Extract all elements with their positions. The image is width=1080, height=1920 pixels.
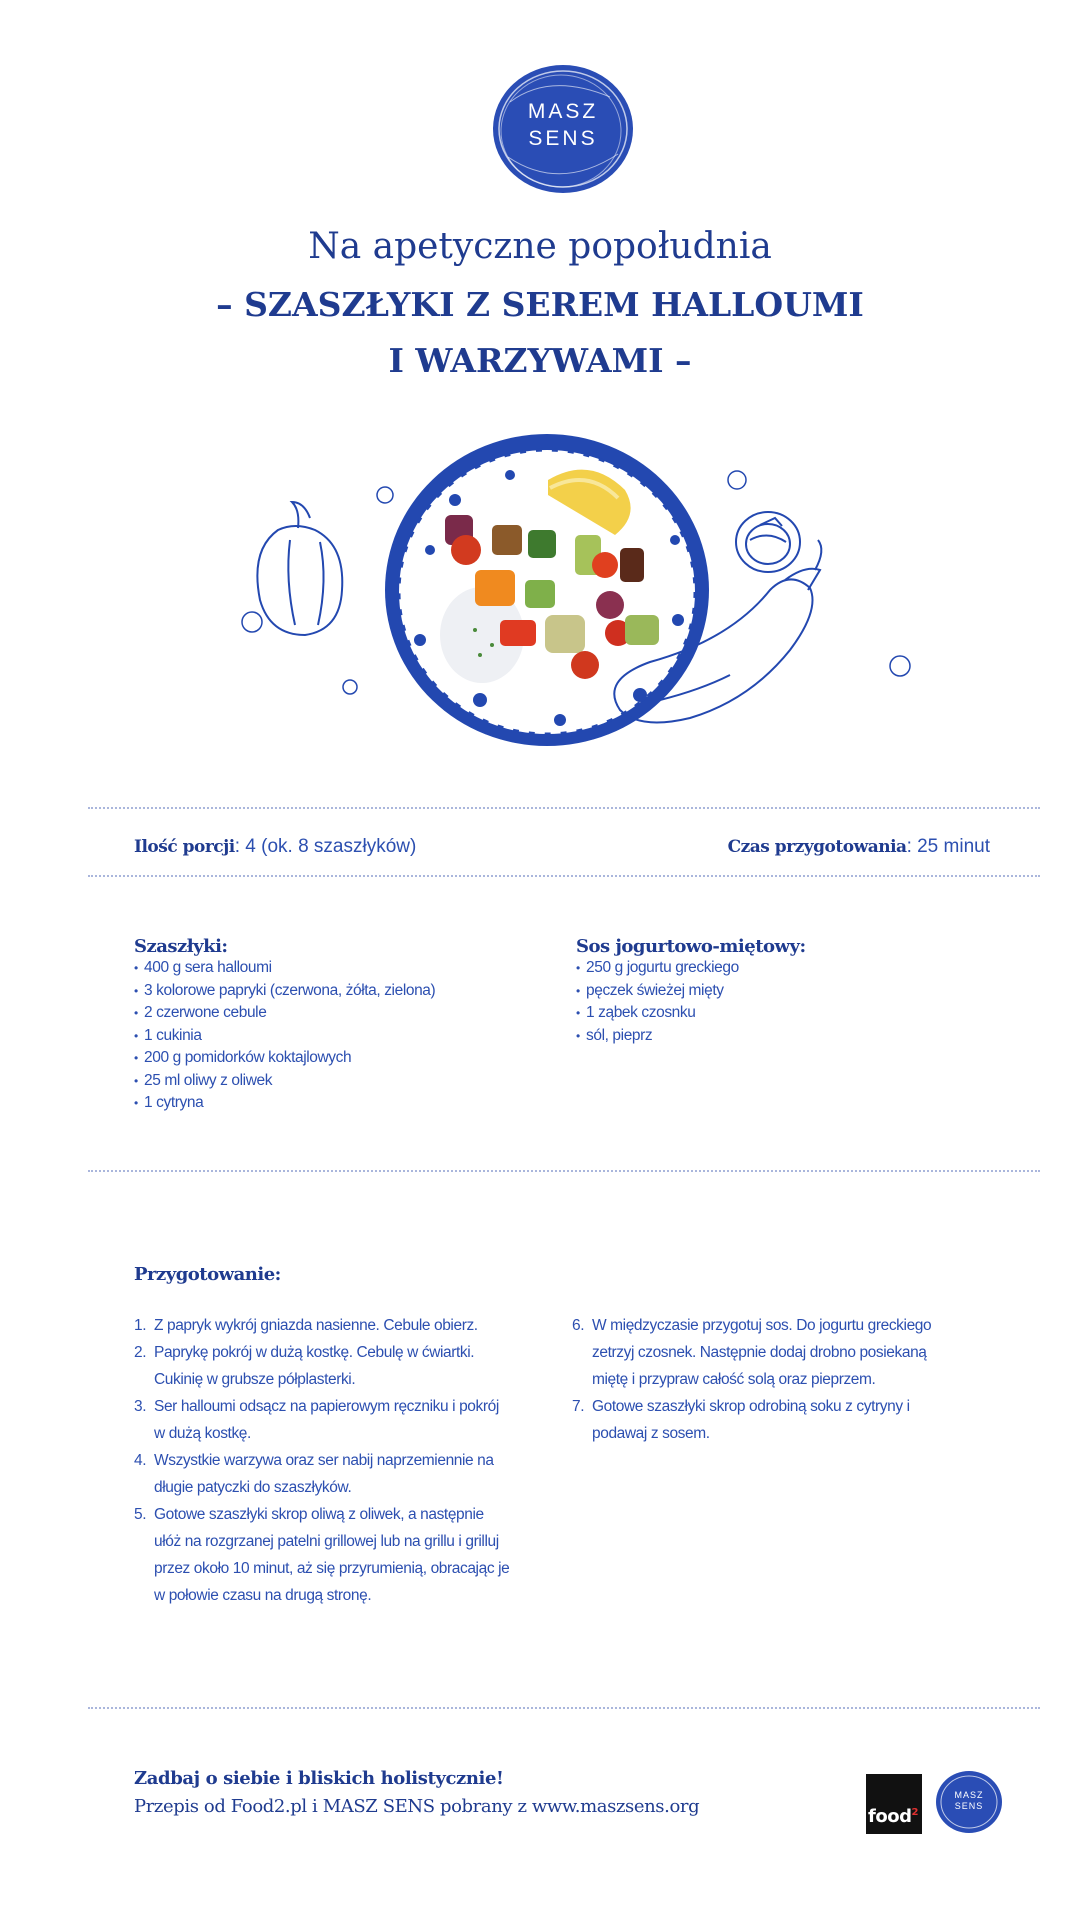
step-text-line: Wszystkie warzywa oraz ser nabij naprzemiennie na — [154, 1452, 494, 1469]
ingredients-skewers-title: Szaszłyki: — [134, 936, 228, 957]
recipe-title-line-2: I WARZYWAMI – — [388, 341, 692, 380]
divider — [88, 807, 1040, 809]
step-text-line: Gotowe szaszłyki skrop oliwą z oliwek, a następnie — [154, 1506, 484, 1523]
divider — [88, 1707, 1040, 1709]
recipe-title-line-1: – SZASZŁYKI Z SEREM HALLOUMI — [216, 285, 864, 324]
prep-time-info — [728, 836, 990, 858]
logo-line-1: MASZ — [527, 100, 599, 123]
step-text-line: w połowie czasu na drugą stronę. — [154, 1587, 372, 1604]
step-number: 6. — [572, 1317, 585, 1334]
step-number: 2. — [134, 1344, 147, 1361]
step-text-line: ułóż na rozgrzanej patelni grillowej lub na grillu i grilluj — [154, 1533, 499, 1550]
step-number: 1. — [134, 1317, 147, 1334]
ingredient-item: • sól, pieprz — [576, 1025, 996, 1048]
mini-logo-line-2: SENS — [954, 1801, 984, 1811]
ingredients-sauce-list — [576, 957, 996, 1047]
food2-logo-sup: 2 — [911, 1807, 918, 1818]
decor-circle — [343, 680, 357, 694]
step-item — [134, 1501, 554, 1609]
step-text-line: Cukinię w grubsze półplasterki. — [154, 1371, 356, 1388]
step-item — [134, 1312, 554, 1339]
recipe-illustration — [230, 430, 930, 760]
mini-logo-text — [935, 1790, 1003, 1812]
decor-circle — [377, 487, 393, 503]
servings-value: : 4 (ok. 8 szaszłyków) — [234, 836, 417, 857]
ingredient-item: • pęczek świeżej mięty — [576, 980, 996, 1003]
ingredient-item: • 1 cukinia — [134, 1025, 574, 1048]
bell-pepper-icon — [257, 502, 342, 635]
steps-column-right — [572, 1312, 992, 1447]
logo-line-2: SENS — [528, 127, 598, 150]
step-text-line: Z papryk wykrój gniazda nasienne. Cebule obierz. — [154, 1317, 478, 1334]
step-number: 4. — [134, 1452, 147, 1469]
ingredients-sauce — [576, 936, 996, 1047]
ingredients-skewers — [134, 936, 574, 1115]
ingredient-item: • 2 czerwone cebule — [134, 1002, 574, 1025]
divider — [88, 875, 1040, 877]
servings-label: Ilość porcji — [134, 837, 235, 857]
step-text-line: zetrzyj czosnek. Następnie dodaj drobno posiekaną — [592, 1344, 927, 1361]
ingredient-item: • 1 cytryna — [134, 1092, 574, 1115]
food2-logo-word: food — [868, 1806, 912, 1827]
servings-info — [134, 836, 416, 858]
step-item — [134, 1447, 554, 1501]
footer-source: Przepis od Food2.pl i MASZ SENS pobrany z www.maszsens.org — [134, 1796, 700, 1817]
divider — [88, 1170, 1040, 1172]
recipe-subtitle: Na apetyczne popołudnia — [308, 226, 772, 267]
prep-time-label: Czas przygotowania — [727, 837, 907, 857]
step-text-line: w dużą kostkę. — [154, 1425, 251, 1442]
decor-circle — [728, 471, 746, 489]
ingredients-skewers-list — [134, 957, 574, 1115]
decor-circle — [890, 656, 910, 676]
step-item — [134, 1393, 554, 1447]
ingredient-item: • 250 g jogurtu greckiego — [576, 957, 996, 980]
ingredient-item: • 400 g sera halloumi — [134, 957, 574, 980]
step-text-line: Paprykę pokrój w dużą kostkę. Cebulę w ćwiartki. — [154, 1344, 475, 1361]
step-text-line: podawaj z sosem. — [592, 1425, 710, 1442]
step-text-line: przez około 10 minut, aż się przyrumienią, obracając je — [154, 1560, 510, 1577]
step-text-line: miętę i przypraw całość solą oraz pieprzem. — [592, 1371, 876, 1388]
mini-logo-line-1: MASZ — [954, 1790, 984, 1800]
step-number: 5. — [134, 1506, 147, 1523]
logo-text — [490, 98, 636, 152]
ingredients-sauce-title: Sos jogurtowo-miętowy: — [576, 936, 806, 957]
food2-logo-text — [868, 1806, 918, 1827]
decor-circle — [242, 612, 262, 632]
prep-time-value: : 25 minut — [906, 836, 990, 857]
step-item — [572, 1312, 992, 1393]
ingredient-item: • 3 kolorowe papryki (czerwona, żółta, zielona) — [134, 980, 574, 1003]
ingredient-item: • 200 g pomidorków koktajlowych — [134, 1047, 574, 1070]
step-number: 7. — [572, 1398, 585, 1415]
step-item — [572, 1393, 992, 1447]
step-text-line: W międzyczasie przygotuj sos. Do jogurtu greckiego — [592, 1317, 932, 1334]
preparation-title: Przygotowanie: — [134, 1264, 281, 1285]
ingredient-item: • 1 ząbek czosnku — [576, 1002, 996, 1025]
footer-tagline: Zadbaj o siebie i bliskich holistycznie! — [134, 1768, 504, 1789]
step-number: 3. — [134, 1398, 147, 1415]
step-text-line: Ser halloumi odsącz na papierowym ręczniku i pokrój — [154, 1398, 499, 1415]
tomato-icon — [736, 512, 800, 572]
step-item — [134, 1339, 554, 1393]
steps-column-left — [134, 1312, 554, 1609]
step-text-line: Gotowe szaszłyki skrop odrobiną soku z cytryny i — [592, 1398, 910, 1415]
step-text-line: długie patyczki do szaszłyków. — [154, 1479, 352, 1496]
ingredient-item: • 25 ml oliwy z oliwek — [134, 1070, 574, 1093]
